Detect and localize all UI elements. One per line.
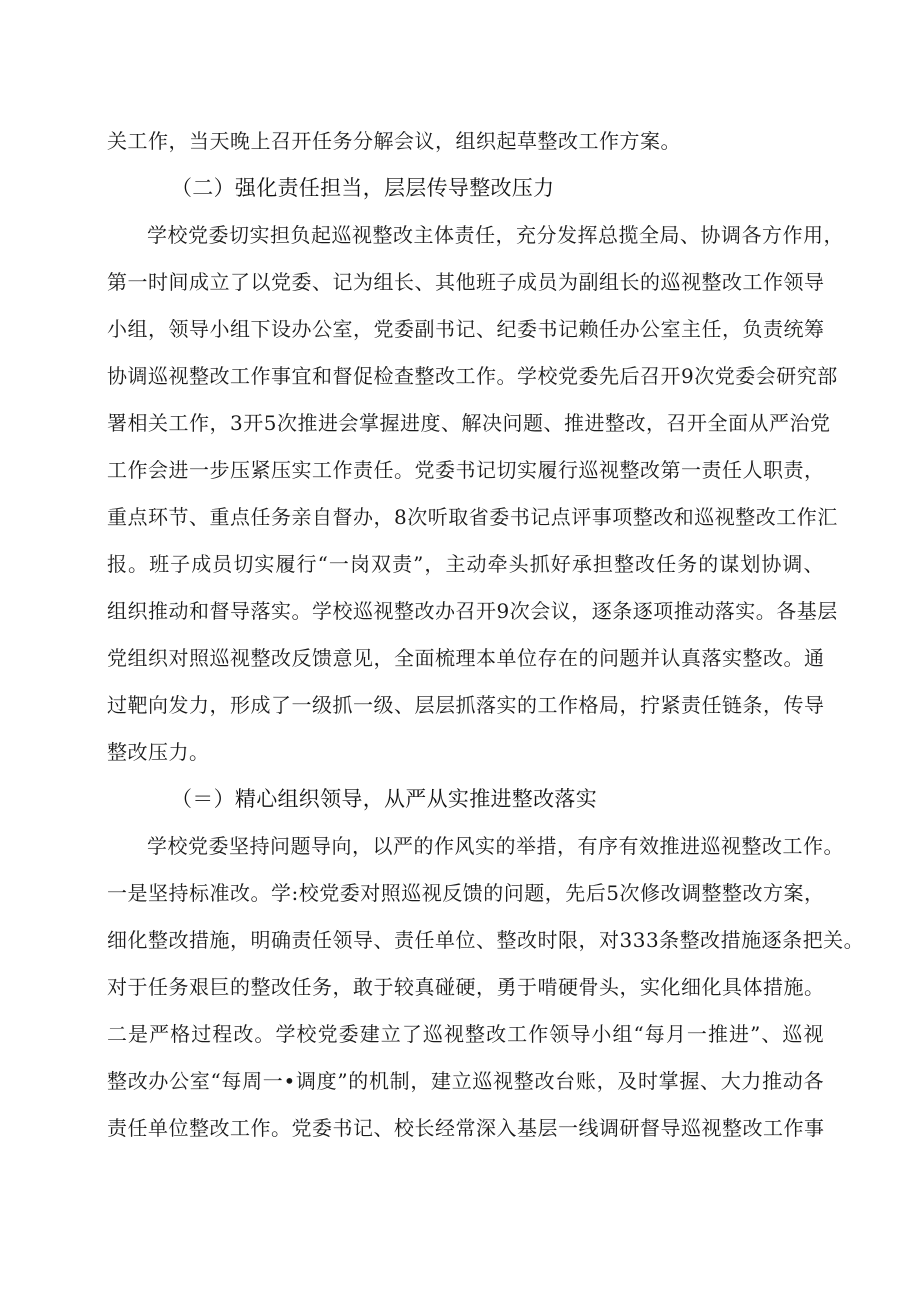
section-heading-3: （＝）精心组织领导，从严从实推进整改落实	[171, 787, 597, 811]
text-line: 学校党委切实担负起巡视整改主体责任，充分发挥总揽全局、协调各方作用，	[147, 223, 844, 247]
text-line: 对于任务艰巨的整改任务，敢于较真碰硬，勇于啃硬骨头，实化细化具体措施。	[107, 975, 825, 999]
text-line: 协调巡视整改工作事宜和督促检查整改工作。学校党委先后召开9次党委会研究部	[107, 364, 838, 388]
text-line: 细化整改措施，明确责任领导、责任单位、整改时限，对333条整改措施逐条把关。	[107, 928, 865, 952]
text-line: 一是坚持标准改。学:校党委对照巡视反馈的问题，先后5次修改调整整改方案，	[107, 881, 825, 905]
text-line: 责任单位整改工作。党委书记、校长经常深入基层一线调研督导巡视整改工作事	[107, 1116, 825, 1140]
text-line: 第一时间成立了以党委、记为组长、其他班子成员为副组长的巡视整改工作领导	[107, 270, 825, 294]
text-line: 二是严格过程改。学校党委建立了巡视整改工作领导小组“每月一推进”、巡视	[107, 1022, 824, 1046]
text-line: 组织推动和督导落实。学校巡视整改办召开9次会议，逐条逐项推动落实。各基层	[107, 599, 838, 623]
paragraph-responsibility	[107, 212, 844, 776]
text-line: 重点环节、重点任务亲自督办，8次听取省委书记点评事项整改和巡视整改工作汇	[107, 505, 838, 529]
text-line: 党组织对照巡视整改反馈意见，全面梳理本单位存在的问题并认真落实整改。通	[107, 646, 825, 670]
paragraph-organization	[107, 823, 865, 1152]
text-line: 报。班子成员切实履行“一岗双责”，主动牵头抓好承担整改任务的谋划协调、	[107, 552, 824, 576]
text-line: 学校党委坚持问题导向，以严的作风实的举措，有序有效推进巡视整改工作。	[147, 834, 844, 858]
text-line: 整改压力。	[107, 740, 210, 764]
text-line: 工作会进一步压紧压实工作责任。党委书记切实履行巡视整改第一责任人职责，	[107, 458, 825, 482]
text-line: 署相关工作，3开5次推进会掌握进度、解决问题、推进整改，召开全面从严治党	[107, 411, 831, 435]
section-heading-2: （二）强化责任担当，层层传导整改压力	[171, 176, 555, 200]
document-body	[107, 118, 865, 1152]
text-line: 整改办公室“每周一•调度”的机制，建立巡视整改台账，及时掌握、大力推动各	[107, 1069, 824, 1093]
paragraph-continuation	[107, 118, 824, 165]
text-line: 小组，领导小组下设办公室，党委副书记、纪委书记赖任办公室主任，负责统筹	[107, 317, 825, 341]
text-line: 过靶向发力，形成了一级抓一级、层层抓落实的工作格局，拧紧责任链条，传导	[107, 693, 825, 717]
text-line: 关工作，当天晚上召开任务分解会议，组织起草整改工作方案。	[107, 129, 681, 153]
